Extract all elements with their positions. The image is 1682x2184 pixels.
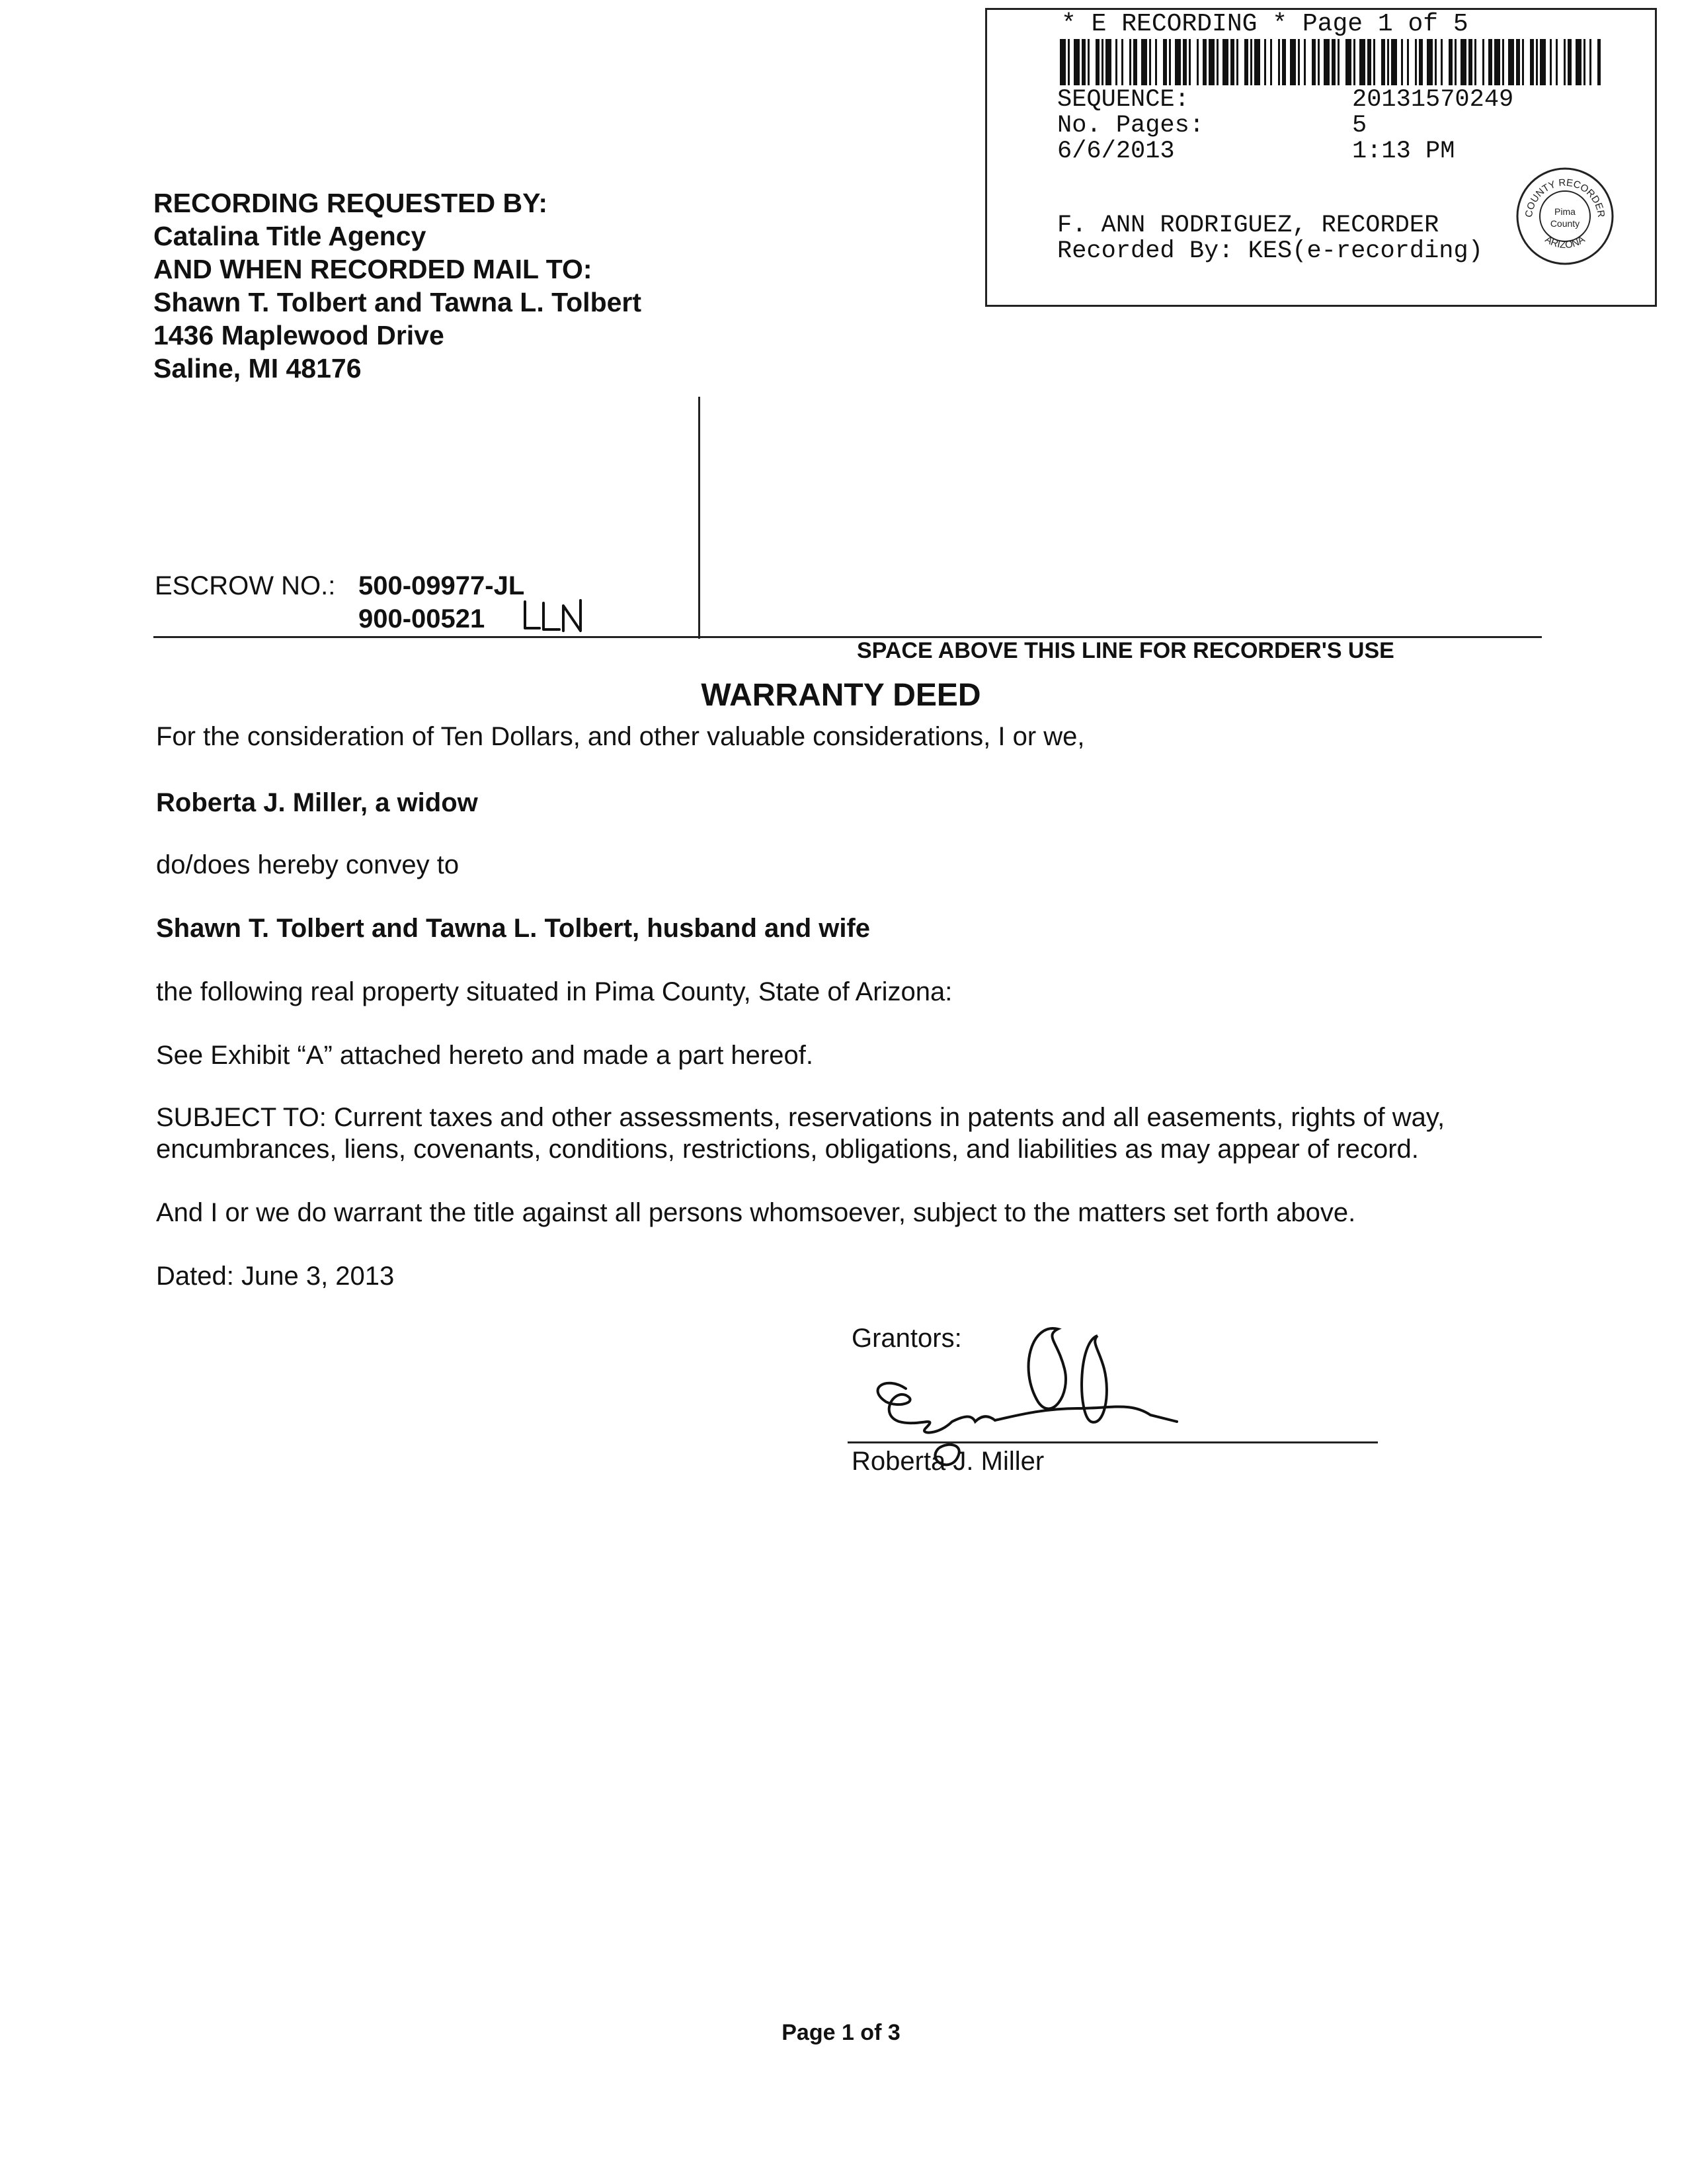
- barcode-bar: [1435, 39, 1437, 85]
- recorder-use-note: SPACE ABOVE THIS LINE FOR RECORDER'S USE: [857, 638, 1394, 663]
- county-seal-icon: [1515, 166, 1615, 266]
- barcode-bar: [1564, 39, 1566, 85]
- mail-to-city: Saline, MI 48176: [153, 353, 362, 384]
- property-text: the following real property situated in Pima County, State of Arizona:: [156, 977, 953, 1006]
- barcode-bar: [1407, 39, 1409, 85]
- grantor-signature-name: Roberta J. Miller: [852, 1447, 1045, 1476]
- escrow-number-1: 500-09977-JL: [358, 571, 525, 600]
- barcode-bar: [1105, 39, 1111, 85]
- barcode-bar: [1244, 39, 1248, 85]
- grantors-label: Grantors:: [852, 1324, 962, 1353]
- barcode-image: [1060, 39, 1601, 85]
- barcode-bar: [1068, 39, 1070, 85]
- barcode-bar: [1415, 39, 1417, 85]
- barcode-bar: [1096, 39, 1100, 85]
- barcode-bar: [1441, 39, 1443, 85]
- barcode-bar: [1449, 39, 1453, 85]
- barcode-bar: [1455, 39, 1457, 85]
- barcode-bar: [1338, 39, 1340, 85]
- mail-to-heading: AND WHEN RECORDED MAIL TO:: [153, 254, 592, 284]
- recorder-name: F. ANN RODRIGUEZ, RECORDER: [1057, 212, 1439, 239]
- barcode-bar: [1583, 39, 1585, 85]
- recorded-by: Recorded By: KES(e-recording): [1057, 237, 1483, 265]
- pages-label: No. Pages:: [1057, 112, 1205, 140]
- barcode-bar: [1217, 39, 1219, 85]
- barcode-bar: [1183, 39, 1187, 85]
- barcode-bar: [1359, 39, 1365, 85]
- barcode-bar: [1353, 39, 1355, 85]
- barcode-bar: [1474, 39, 1476, 85]
- barcode-bar: [1169, 39, 1171, 85]
- barcode-bar: [1101, 39, 1103, 85]
- escrow-number-2: 900-00521: [358, 604, 485, 633]
- grantor-text: Roberta J. Miller, a widow: [156, 788, 478, 817]
- barcode-bar: [1189, 39, 1191, 85]
- exhibit-text: See Exhibit “A” attached hereto and made a part hereof.: [156, 1041, 813, 1070]
- barcode-bar: [1270, 39, 1272, 85]
- barcode-bar: [1318, 39, 1320, 85]
- barcode-bar: [1304, 39, 1306, 85]
- convey-text: do/does hereby convey to: [156, 850, 460, 879]
- grantees-text: Shawn T. Tolbert and Tawna L. Tolbert, husband and wife: [156, 914, 871, 943]
- barcode-bar: [1345, 39, 1351, 85]
- record-date: 6/6/2013: [1057, 138, 1175, 165]
- barcode-bar: [1482, 39, 1484, 85]
- barcode-bar: [1149, 39, 1151, 85]
- seal-bottom-text: ARIZONA: [1542, 233, 1587, 251]
- barcode-bar: [1222, 39, 1228, 85]
- dated-text: Dated: June 3, 2013: [156, 1262, 395, 1291]
- barcode-bar: [1121, 39, 1123, 85]
- escrow-label: ESCROW NO.:: [155, 571, 336, 600]
- barcode-bar: [1332, 39, 1336, 85]
- barcode-bar: [1373, 39, 1375, 85]
- requesting-agency: Catalina Title Agency: [153, 221, 426, 251]
- barcode-bar: [1576, 39, 1582, 85]
- seal-center-line1: Pima: [1554, 206, 1576, 217]
- deed-title: WARRANTY DEED: [701, 678, 981, 713]
- barcode-bar: [1209, 39, 1215, 85]
- sequence-label: SEQUENCE:: [1057, 86, 1189, 114]
- barcode-bar: [1488, 39, 1492, 85]
- barcode-bar: [1060, 39, 1066, 85]
- barcode-bar: [1254, 39, 1260, 85]
- barcode-bar: [1290, 39, 1296, 85]
- record-time: 1:13 PM: [1352, 138, 1455, 165]
- page-number: Page 1 of 3: [781, 2020, 901, 2045]
- barcode-bar: [1461, 39, 1466, 85]
- escrow-divider: [698, 397, 700, 639]
- barcode-bar: [1088, 39, 1090, 85]
- barcode-bar: [1516, 39, 1520, 85]
- barcode-bar: [1468, 39, 1472, 85]
- barcode-bar: [1387, 39, 1389, 85]
- barcode-bar: [1530, 39, 1534, 85]
- barcode-bar: [1597, 39, 1601, 85]
- barcode-bar: [1508, 39, 1514, 85]
- barcode-bar: [1502, 39, 1504, 85]
- barcode-bar: [1141, 39, 1147, 85]
- barcode-bar: [1568, 39, 1572, 85]
- barcode-bar: [1197, 39, 1199, 85]
- recording-requested-heading: RECORDING REQUESTED BY:: [153, 188, 548, 218]
- subject-to-line-1: SUBJECT TO: Current taxes and other assessments, reservations in patents and all easements, rights of way,: [156, 1103, 1445, 1132]
- barcode-bar: [1175, 39, 1181, 85]
- barcode-bar: [1540, 39, 1546, 85]
- barcode-bar: [1115, 39, 1117, 85]
- barcode-bar: [1589, 39, 1591, 85]
- barcode-bar: [1230, 39, 1234, 85]
- barcode-bar: [1324, 39, 1330, 85]
- barcode-bar: [1250, 39, 1252, 85]
- barcode-bar: [1155, 39, 1157, 85]
- barcode-bar: [1282, 39, 1286, 85]
- barcode-bar: [1278, 39, 1280, 85]
- mail-to-street: 1436 Maplewood Drive: [153, 320, 444, 350]
- barcode-bar: [1381, 39, 1385, 85]
- signature-line: [848, 1441, 1378, 1443]
- handwritten-initials: [520, 595, 592, 637]
- subject-to-line-2: encumbrances, liens, covenants, conditions, restrictions, obligations, and liabilities as may appear of record.: [156, 1135, 1419, 1164]
- barcode-bar: [1298, 39, 1300, 85]
- barcode-bar: [1401, 39, 1403, 85]
- recorder-stamp: [985, 8, 1657, 307]
- barcode-bar: [1427, 39, 1433, 85]
- barcode-bar: [1550, 39, 1552, 85]
- barcode-bar: [1264, 39, 1266, 85]
- barcode-bar: [1391, 39, 1397, 85]
- barcode-bar: [1419, 39, 1423, 85]
- warrant-text: And I or we do warrant the title against all persons whomsoever, subject to the matters set forth above.: [156, 1198, 1356, 1227]
- barcode-bar: [1082, 39, 1086, 85]
- barcode-bar: [1236, 39, 1238, 85]
- barcode-bar: [1074, 39, 1080, 85]
- barcode-bar: [1312, 39, 1316, 85]
- barcode-bar: [1203, 39, 1207, 85]
- consideration-text: For the consideration of Ten Dollars, and other valuable considerations, I or we,: [156, 722, 1085, 751]
- barcode-bar: [1522, 39, 1524, 85]
- barcode-bar: [1163, 39, 1167, 85]
- seal-center-line2: County: [1550, 218, 1580, 229]
- barcode-bar: [1494, 39, 1500, 85]
- sequence-value: 20131570249: [1352, 86, 1514, 114]
- barcode-bar: [1129, 39, 1131, 85]
- barcode-bar: [1556, 39, 1558, 85]
- barcode-bar: [1133, 39, 1137, 85]
- pages-value: 5: [1352, 112, 1367, 140]
- barcode-bar: [1536, 39, 1538, 85]
- seal-top-text: COUNTY RECORDER: [1523, 177, 1607, 218]
- stamp-header: * E RECORDING * Page 1 of 5: [1061, 10, 1468, 38]
- barcode-bar: [1367, 39, 1371, 85]
- mail-to-name: Shawn T. Tolbert and Tawna L. Tolbert: [153, 287, 642, 317]
